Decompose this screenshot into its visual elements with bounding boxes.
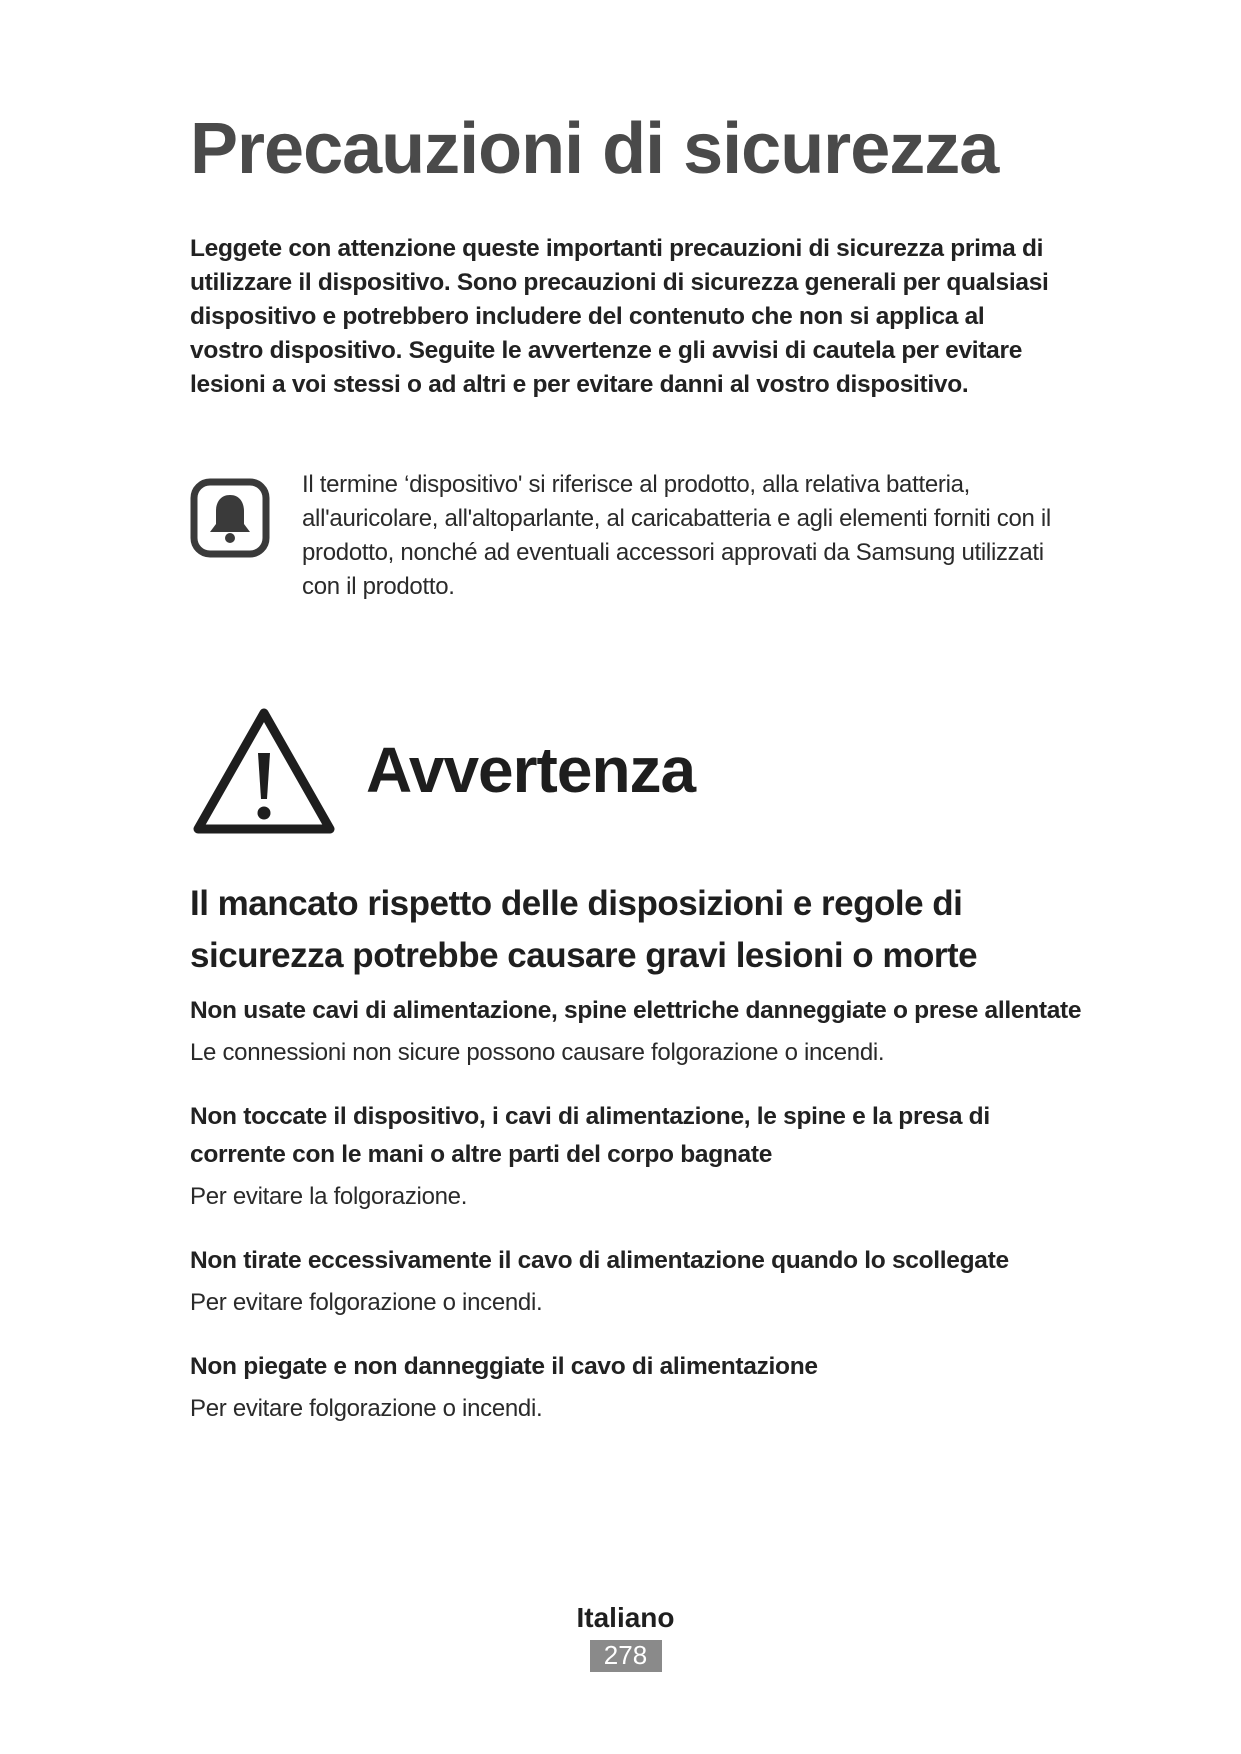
safety-item [190, 992, 1090, 1070]
safety-item [190, 1348, 1090, 1426]
bell-notice-icon [190, 478, 270, 558]
safety-item-body: Per evitare folgorazione o incendi. [190, 1289, 543, 1316]
safety-item-body: Per evitare la folgorazione. [190, 1183, 468, 1210]
safety-item-body: Le connessioni non sicure possono causare folgorazione o incendi. [190, 1039, 885, 1066]
footer-language: Italiano [576, 1602, 675, 1633]
safety-item-title: Non piegate e non danneggiate il cavo di alimentazione [190, 1353, 818, 1380]
page-number-badge: 278 [590, 1640, 662, 1672]
safety-items-list [190, 992, 1090, 1454]
safety-item-title: Non usate cavi di alimentazione, spine elettriche danneggiate o prese allentate [190, 997, 1082, 1024]
intro-paragraph: Leggete con attenzione queste importanti precauzioni di sicurezza prima di utilizzare il dispositivo. Sono precauzioni di sicurezza generali per qualsiasi dispositivo e potrebbero includere del contenuto che non si applica al vostro dispositivo. Seguite le avvertenze e gli avvisi di cautela per evitare lesioni a voi stessi o ad altri e per evitare danni al vostro dispositivo. [190, 235, 1049, 398]
page-title: Precauzioni di sicurezza [190, 109, 999, 189]
warning-title: Avvertenza [366, 734, 696, 806]
safety-item [190, 1242, 1090, 1320]
page-footer [0, 1600, 1241, 1672]
warning-triangle-icon [190, 705, 338, 837]
safety-item [190, 1098, 1090, 1214]
safety-item-title: Non tirate eccessivamente il cavo di alimentazione quando lo scollegate [190, 1247, 1009, 1274]
notice-text: Il termine ‘dispositivo' si riferisce al prodotto, alla relativa batteria, all'auricolare, all'altoparlante, al caricabatteria e agli elementi forniti con il prodotto, nonché ad eventuali accessori approvati da Samsung utilizzati con il prodotto. [302, 471, 1051, 600]
warning-header [190, 705, 1050, 845]
safety-item-title: Non toccate il dispositivo, i cavi di alimentazione, le spine e la presa di corrente con le mani o altre parti del corpo bagnate [190, 1103, 990, 1168]
warning-subtitle: Il mancato rispetto delle disposizioni e regole di sicurezza potrebbe causare gravi lesioni o morte [190, 884, 978, 975]
safety-item-body: Per evitare folgorazione o incendi. [190, 1395, 543, 1422]
